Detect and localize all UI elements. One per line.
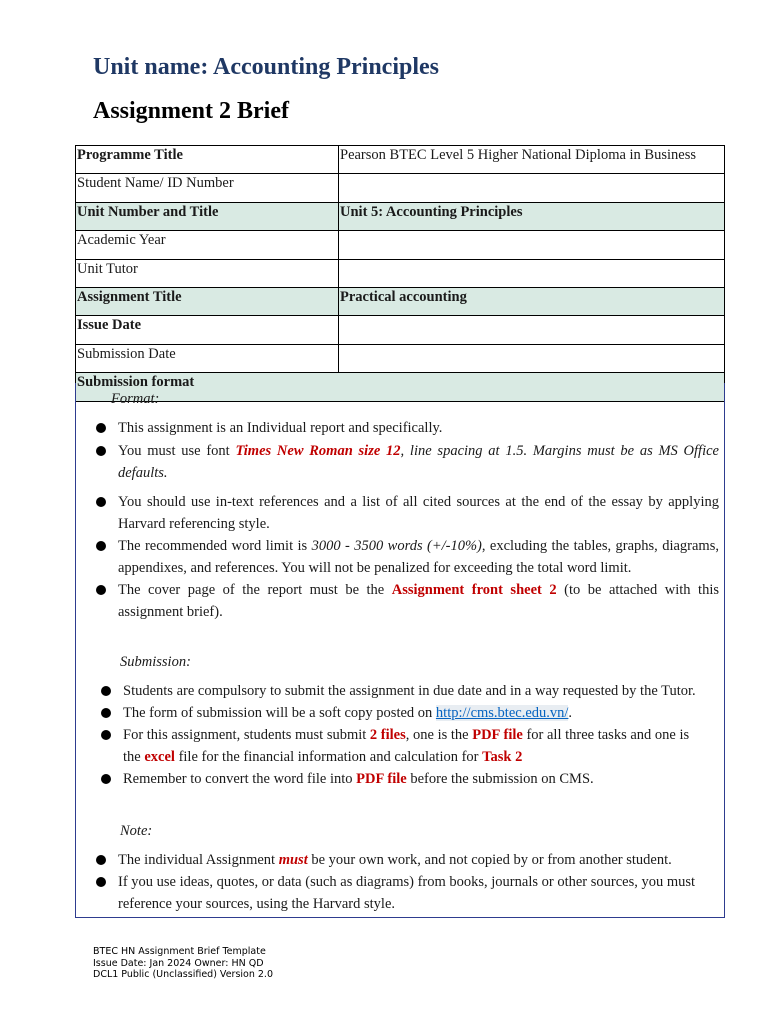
unit-number-label: Unit Number and Title [76, 202, 339, 230]
file-count: 2 files [369, 727, 406, 743]
submission-format-label: Submission format [76, 373, 725, 401]
excel-label: excel [144, 749, 175, 765]
bullet-icon [96, 855, 106, 865]
front-sheet-name: Assignment front sheet 2 [391, 582, 557, 598]
list-item [101, 768, 701, 790]
note-list [96, 849, 711, 915]
format-bullet-2-post: , line spacing at 1.5. Margins must be as MS Office defaults. [118, 443, 719, 481]
programme-title-label: Programme Title [76, 146, 339, 174]
bullet-icon [96, 446, 106, 456]
pdf-file-label: PDF file [472, 727, 523, 743]
format-bullet-4-post: , excluding the tables, graphs, diagrams, appendixes, and references. You will not be penalized for exceeding the total word limit. [118, 538, 719, 576]
bullet-icon [96, 497, 106, 507]
submission-bullet-2-pre: The form of submission will be a soft copy posted on [123, 705, 436, 721]
student-name-value [339, 174, 725, 202]
list-item [96, 849, 711, 871]
cms-link[interactable]: http://cms.btec.edu.vn/ [435, 705, 569, 721]
word-limit: 3000 - 3500 words (+/-10%) [311, 538, 482, 554]
submission-bullet-4-pre: Remember to convert the word file into [123, 771, 357, 787]
submission-bullet-3-c: for all three tasks and one is the [123, 727, 690, 765]
submission-heading: Submission: [120, 654, 191, 670]
academic-year-label: Academic Year [76, 231, 339, 259]
format-bullet-5-pre: The cover page of the report must be the [118, 582, 392, 598]
list-item [96, 417, 719, 439]
submission-bullet-3-d: file for the financial information and calculation for [174, 749, 483, 765]
format-heading: Format: [111, 391, 160, 407]
bullet-icon [101, 708, 111, 718]
list-item [96, 491, 719, 535]
assignment-info-table [75, 145, 725, 402]
bullet-icon [101, 730, 111, 740]
submission-date-value [339, 344, 725, 372]
page-footer [93, 946, 273, 981]
row-academic-year [76, 231, 725, 259]
submission-bullet-3-b: , one is the [405, 727, 473, 743]
submission-list [101, 680, 701, 790]
format-list [96, 417, 719, 623]
footer-template-name: BTEC HN Assignment Brief Template [93, 946, 266, 957]
submission-format-box [75, 383, 725, 918]
issue-date-value [339, 316, 725, 344]
footer-classification: DCL1 Public (Unclassified) Version 2.0 [93, 969, 273, 980]
list-item [101, 724, 701, 768]
assignment-title-value: Practical accounting [339, 287, 725, 315]
bullet-icon [101, 774, 111, 784]
bullet-icon [96, 585, 106, 595]
format-bullet-1-text: This assignment is an Individual report and specifically. [118, 420, 443, 436]
submission-date-label: Submission Date [76, 344, 339, 372]
bullet-icon [96, 541, 106, 551]
row-programme-title [76, 146, 725, 174]
bullet-icon [96, 423, 106, 433]
note-bullet-1-pre: The individual Assignment [118, 852, 279, 868]
submission-bullet-2-post: . [568, 705, 573, 721]
row-unit-number [76, 202, 725, 230]
row-issue-date [76, 316, 725, 344]
row-unit-tutor [76, 259, 725, 287]
list-item [96, 535, 719, 579]
assignment-title-label: Assignment Title [76, 287, 339, 315]
academic-year-value [339, 231, 725, 259]
programme-title-value: Pearson BTEC Level 5 Higher National Diploma in Business [339, 146, 725, 174]
row-submission-date [76, 344, 725, 372]
pdf-file-label: PDF file [356, 771, 407, 787]
list-item [96, 871, 711, 915]
issue-date-label: Issue Date [76, 316, 339, 344]
footer-issue-owner: Issue Date: Jan 2024 Owner: HN QD [93, 957, 264, 969]
note-bullet-2-text: If you use ideas, quotes, or data (such as diagrams) from books, journals or other sources, you must reference your sources, using the Harvard style. [118, 874, 696, 912]
submission-bullet-1-text: Students are compulsory to submit the assignment in due date and in a way requested by the Tutor. [123, 683, 696, 699]
assignment-brief-title: Assignment 2 Brief [93, 98, 289, 124]
list-item [101, 680, 701, 702]
format-bullet-2-pre: You must use font [118, 443, 236, 459]
task-label: Task 2 [482, 749, 523, 765]
unit-tutor-label: Unit Tutor [76, 259, 339, 287]
bullet-icon [101, 686, 111, 696]
font-requirement: Times New Roman size 12 [235, 443, 401, 459]
note-bullet-1-post: be your own work, and not copied by or from another student. [307, 852, 672, 868]
row-student-name [76, 174, 725, 202]
row-assignment-title [76, 287, 725, 315]
unit-name-heading: Unit name: Accounting Principles [93, 54, 439, 80]
list-item [101, 702, 701, 724]
format-bullet-4-pre: The recommended word limit is [118, 538, 312, 554]
list-item [96, 579, 719, 623]
list-item [96, 440, 719, 484]
note-heading: Note: [120, 823, 153, 839]
unit-number-value: Unit 5: Accounting Principles [339, 202, 725, 230]
bullet-icon [96, 877, 106, 887]
must-emphasis: must [278, 852, 308, 868]
submission-bullet-4-post: before the submission on CMS. [406, 771, 594, 787]
format-bullet-3-text: You should use in-text references and a list of all cited sources at the end of the essay by applying Harvard referencing style. [118, 494, 719, 532]
student-name-label: Student Name/ ID Number [76, 174, 339, 202]
format-bullet-5-post: (to be attached with this assignment brief). [118, 582, 719, 620]
unit-tutor-value [339, 259, 725, 287]
submission-bullet-3-a: For this assignment, students must submit [123, 727, 370, 743]
